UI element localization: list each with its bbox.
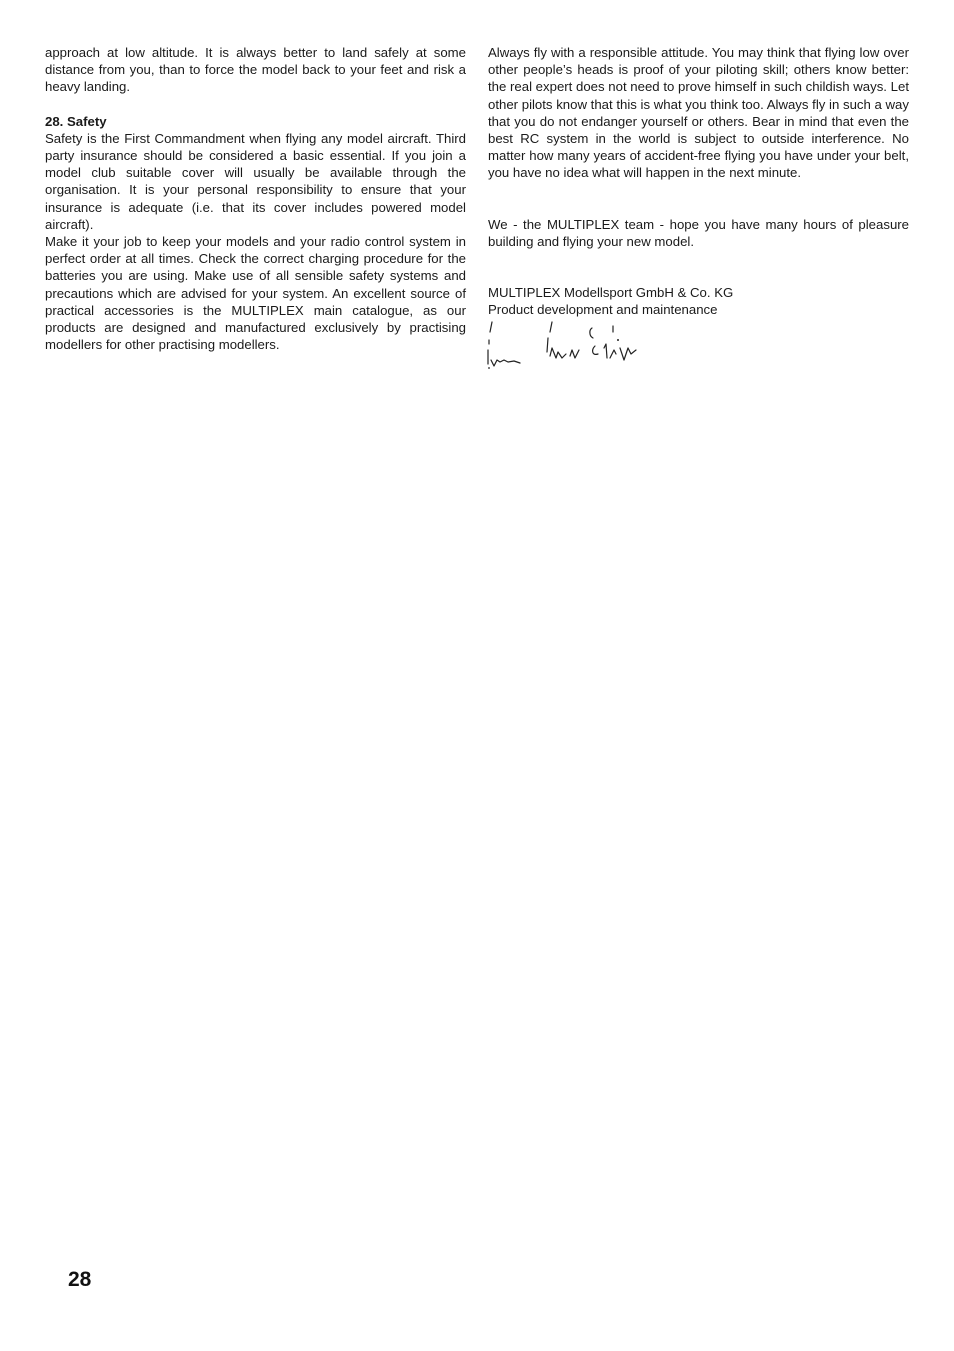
- safety-paragraph-2: Make it your job to keep your models and your radio control system in perfect order at all times. Check the correct charging procedure for the batteries you are using. Make use of all sensible safety systems and precautions which are advised for your system. An excellent source of practical accessories is the MULTIPLEX main catalogue, as our products are designed and manufactured exclusively by practising modellers for other practising modellers.: [45, 234, 466, 353]
- company-name: MULTIPLEX Modellsport GmbH & Co. KG: [488, 285, 734, 301]
- team-paragraph: We - the MULTIPLEX team - hope you have many hours of pleasure building and flying your new model.: [488, 216, 909, 249]
- page-number: 28: [68, 1268, 92, 1291]
- intro-paragraph: approach at low altitude. It is always better to land safely at some distance from you, than to force the model back to your feet and risk a heavy landing.: [45, 45, 466, 95]
- handwritten-signature: [486, 320, 646, 378]
- paragraph-gap: [45, 96, 466, 113]
- paragraph-gap: [488, 250, 909, 284]
- left-column: [45, 44, 466, 353]
- right-column: [488, 44, 909, 378]
- safety-paragraph-1: Safety is the First Commandment when flying any model aircraft. Third party insurance should be considered a basic essential. If you join a model club suitable cover will usually be available through the organisation. It is your personal responsibility to ensure that your insurance is adequate (i.e. that its cover includes powered model aircraft).: [45, 130, 466, 232]
- paragraph-gap: [488, 182, 909, 216]
- attitude-paragraph: Always fly with a responsible attitude. You may think that flying low over other people’s heads is proof of your piloting skill; others know better: the real expert does not need to prove himself in such childish ways. Let other pilots know that this is what you think too. Always fly in such a way that you do not endanger yourself or others. Bear in mind that even the best RC system in the world is subject to outside interference. No matter how many years of accident-free flying you have under your belt, you have no idea what will happen in the next minute.: [488, 45, 909, 181]
- section-heading: 28. Safety: [45, 113, 107, 129]
- department-name: Product development and maintenance: [488, 302, 718, 318]
